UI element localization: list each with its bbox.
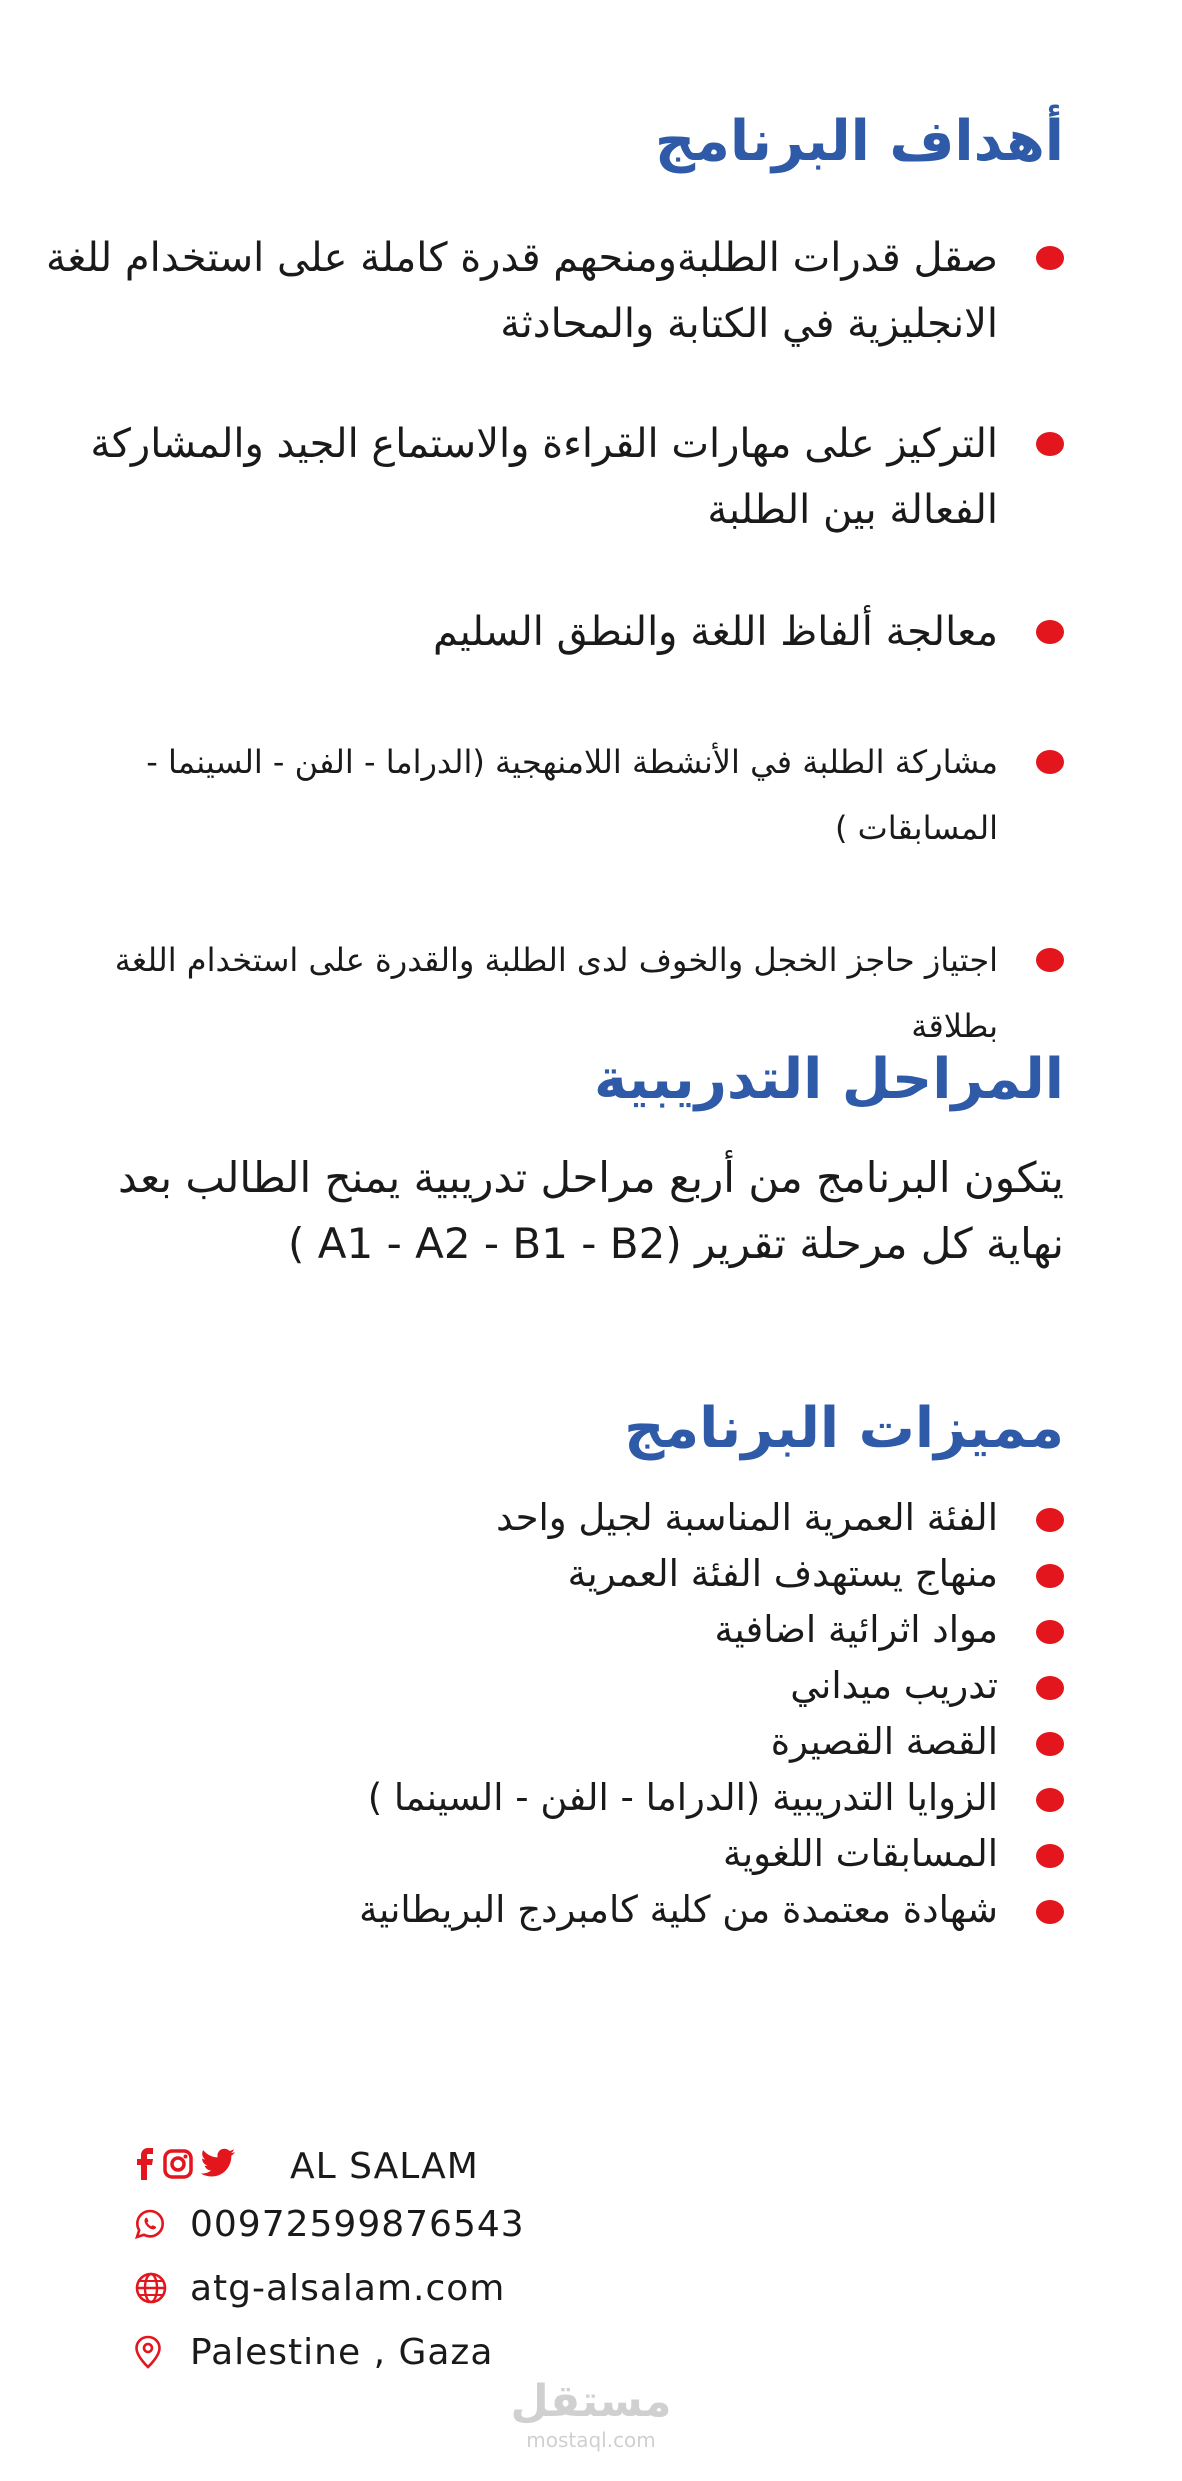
bullet-dot [1036,948,1064,972]
feature-item [164,1602,1064,1658]
goals-list [44,225,1064,1059]
feature-item [164,1658,1064,1714]
goal-item [44,729,1064,861]
feature-text: منهاج يستهدف الفئة العمرية [567,1552,998,1595]
stages-description: يتكون البرنامج من أربع مراحل تدريبية يمنح الطالب بعد نهاية كل مرحلة تقرير (A1 - A2 - B1 - B2 ) [118,1153,1064,1268]
feature-text: الزوايا التدريبية (الدراما - الفن - السينما ) [367,1776,998,1819]
phone-row [134,2198,525,2250]
goals-heading: أهداف البرنامج [654,109,1064,174]
bullet-dot [1036,1900,1064,1924]
feature-text: الفئة العمرية المناسبة لجيل واحد [496,1496,998,1539]
instagram-icon[interactable] [162,2148,194,2184]
bullet-dot [1036,1564,1064,1588]
goal-item [44,225,1064,357]
stages-heading: المراحل التدريبية [593,1047,1064,1112]
feature-item [164,1882,1064,1938]
bullet-dot [1036,1620,1064,1644]
goal-text: صقل قدرات الطلبةومنحهم قدرة كاملة على استخدام للغة الانجليزية في الكتابة والمحادثة [45,235,998,347]
bullet-dot [1036,1844,1064,1868]
phone-number[interactable]: 00972599876543 [190,2203,525,2245]
location-row [134,2326,525,2378]
goal-item [44,411,1064,543]
bullet-dot [1036,1676,1064,1700]
website-row [134,2262,525,2314]
goal-text: التركيز على مهارات القراءة والاستماع الجيد والمشاركة الفعالة بين الطلبة [90,421,998,533]
feature-item [164,1490,1064,1546]
watermark-arabic: مستقل [510,2376,672,2427]
feature-item [164,1714,1064,1770]
whatsapp-icon [134,2208,190,2240]
goal-text: مشاركة الطلبة في الأنشطة اللامنهجية (الدراما - الفن - السينما - المسابقات ) [146,743,998,847]
bullet-dot [1036,246,1064,270]
watermark [0,2376,1182,2452]
bullet-dot [1036,1732,1064,1756]
feature-text: تدريب ميداني [790,1664,998,1707]
feature-text: شهادة معتمدة من كلية كامبردج البريطانية [359,1888,998,1931]
goal-text: اجتياز حاجز الخجل والخوف لدى الطلبة والقدرة على استخدام اللغة بطلاقة [114,941,998,1045]
goal-item [44,927,1064,1059]
location-text: Palestine , Gaza [190,2331,494,2373]
bullet-dot [1036,620,1064,644]
brand-name: AL SALAM [290,2145,479,2187]
watermark-latin: mostaql.com [526,2428,656,2452]
twitter-icon[interactable] [200,2148,236,2184]
globe-icon [134,2271,190,2305]
features-list [164,1490,1064,1938]
facebook-icon[interactable] [134,2148,156,2184]
feature-text: المسابقات اللغوية [722,1832,998,1875]
bullet-dot [1036,750,1064,774]
feature-item [164,1826,1064,1882]
feature-item [164,1770,1064,1826]
goal-text: معالجة ألفاظ اللغة والنطق السليم [433,609,998,655]
goal-item [44,599,1064,665]
feature-text: القصة القصيرة [770,1720,998,1763]
bullet-dot [1036,432,1064,456]
social-row [134,2140,525,2192]
feature-item [164,1546,1064,1602]
feature-text: مواد اثرائية اضافية [714,1608,998,1651]
website-link[interactable]: atg-alsalam.com [190,2267,506,2309]
bullet-dot [1036,1508,1064,1532]
bullet-dot [1036,1788,1064,1812]
features-heading: مميزات البرنامج [624,1396,1064,1461]
contact-block [134,2140,525,2378]
location-pin-icon [134,2335,190,2369]
social-icons [134,2148,236,2184]
